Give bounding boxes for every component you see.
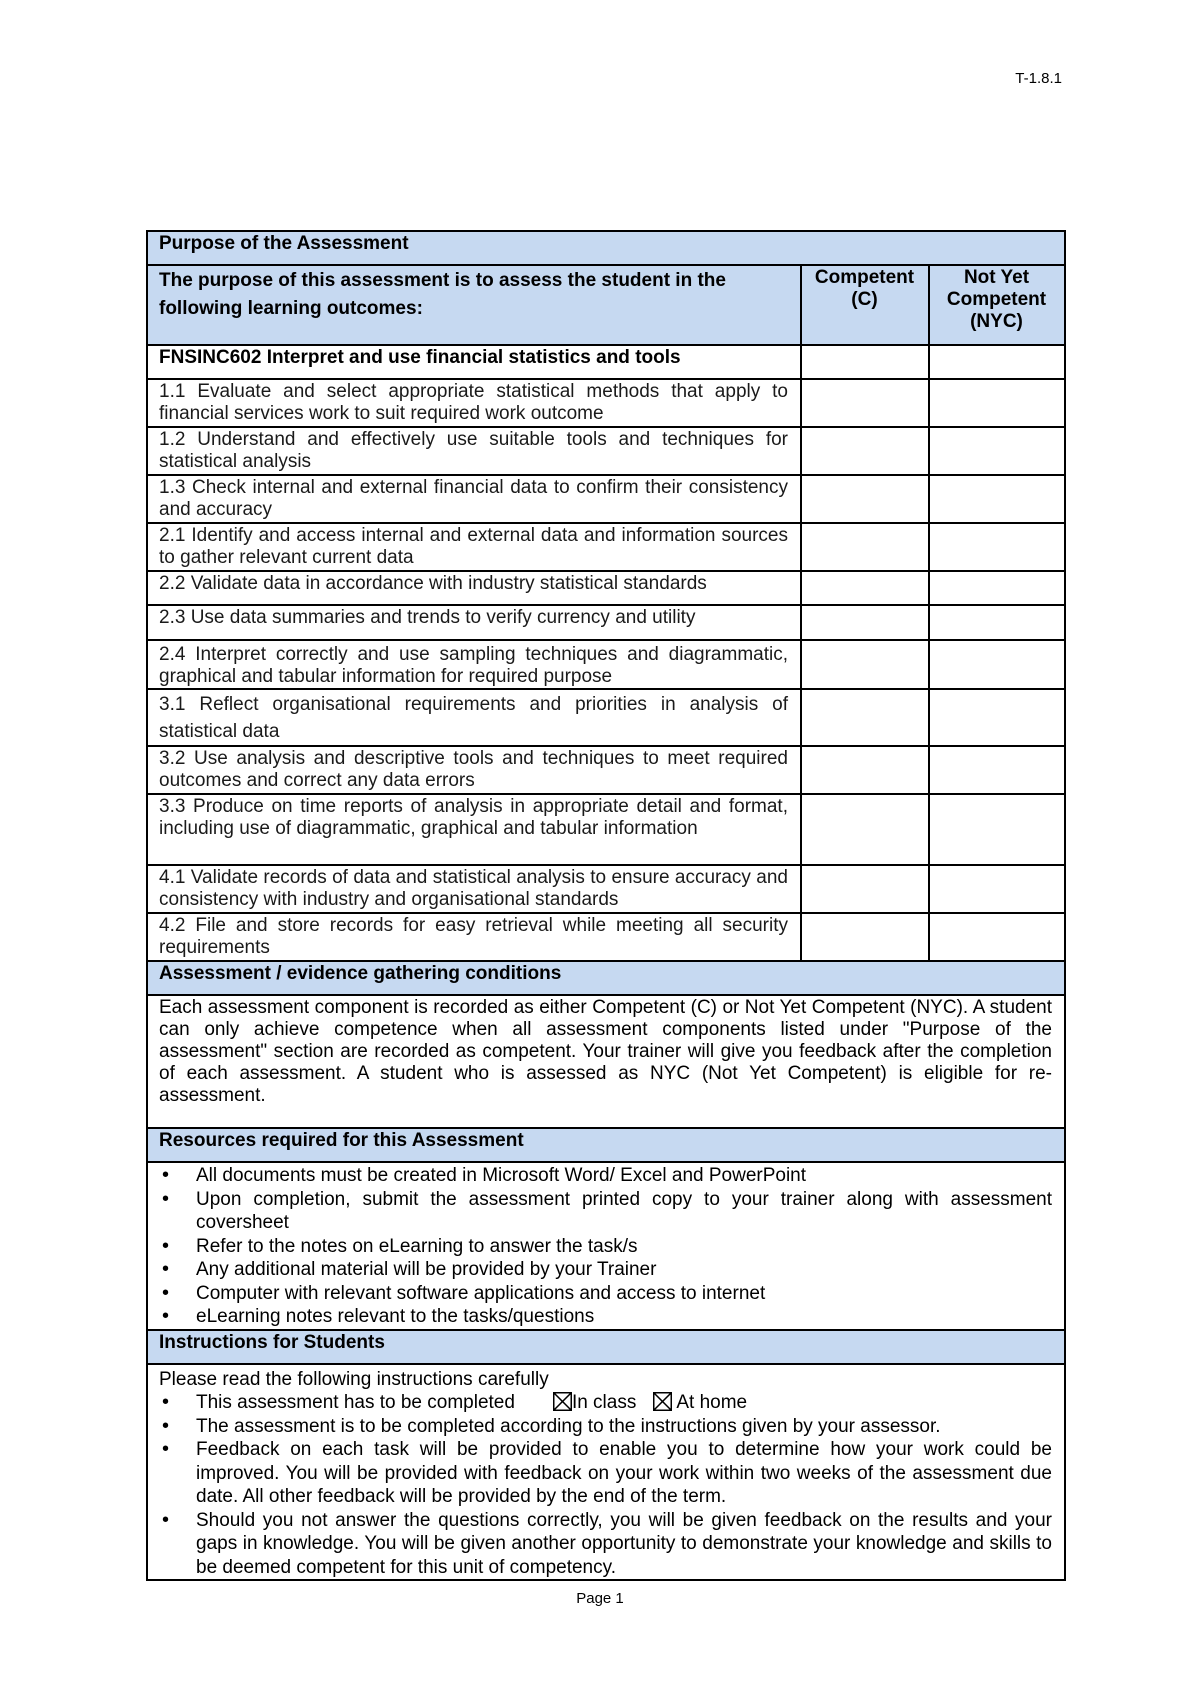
instructions-title: Instructions for Students — [147, 1330, 1065, 1364]
nyc-checkbox-cell[interactable] — [929, 379, 1065, 427]
resource-item: • Computer with relevant software applications and access to internet — [196, 1282, 1052, 1306]
competent-checkbox-cell[interactable] — [801, 379, 929, 427]
nyc-column-header: Not Yet Competent (NYC) — [929, 265, 1065, 345]
nyc-checkbox-cell[interactable] — [929, 913, 1065, 961]
nyc-checkbox-cell[interactable] — [929, 523, 1065, 571]
at-home-label: At home — [676, 1392, 748, 1413]
competent-checkbox-cell[interactable] — [801, 345, 929, 379]
in-class-label: In class — [571, 1392, 637, 1413]
checked-box-icon — [653, 1392, 672, 1411]
outcome-row: 3.2 Use analysis and descriptive tools and techniques to meet required outcomes and correct any data errors — [147, 746, 801, 794]
nyc-checkbox-cell[interactable] — [929, 794, 1065, 865]
nyc-checkbox-cell[interactable] — [929, 475, 1065, 523]
outcome-row: 3.1 Reflect organisational requirements and priorities in analysis of statistical data — [147, 689, 801, 746]
outcome-row: 4.1 Validate records of data and statistical analysis to ensure accuracy and consistency with industry and organisational standards — [147, 865, 801, 913]
competent-checkbox-cell[interactable] — [801, 913, 929, 961]
competent-checkbox-cell[interactable] — [801, 427, 929, 475]
document-code: T-1.8.1 — [1015, 70, 1062, 87]
nyc-checkbox-cell[interactable] — [929, 571, 1065, 605]
resource-item: • All documents must be created in Microsoft Word/ Excel and PowerPoint — [196, 1164, 1052, 1188]
resources-list-cell — [147, 1162, 1065, 1330]
outcome-row: 1.2 Understand and effectively use suitable tools and techniques for statistical analysis — [147, 427, 801, 475]
competent-column-header: Competent (C) — [801, 265, 929, 345]
outcome-row: 2.3 Use data summaries and trends to verify currency and utility — [147, 605, 801, 640]
outcome-row: 2.2 Validate data in accordance with industry statistical standards — [147, 571, 801, 605]
completion-location-item — [196, 1391, 1052, 1415]
competent-checkbox-cell[interactable] — [801, 523, 929, 571]
outcome-row: 1.1 Evaluate and select appropriate statistical methods that apply to financial services work to suit required work outcome — [147, 379, 801, 427]
instructions-intro: Please read the following instructions carefully — [159, 1368, 549, 1390]
nyc-checkbox-cell[interactable] — [929, 865, 1065, 913]
outcome-row: 2.1 Identify and access internal and external data and information sources to gather relevant current data — [147, 523, 801, 571]
competent-checkbox-cell[interactable] — [801, 865, 929, 913]
at-home-checkbox[interactable] — [653, 1392, 672, 1411]
competent-checkbox-cell[interactable] — [801, 794, 929, 865]
conditions-title: Assessment / evidence gathering conditions — [147, 961, 1065, 995]
instructions-cell — [147, 1364, 1065, 1581]
assessment-table — [146, 230, 1066, 1581]
competent-checkbox-cell[interactable] — [801, 605, 929, 640]
nyc-checkbox-cell[interactable] — [929, 640, 1065, 689]
competent-checkbox-cell[interactable] — [801, 571, 929, 605]
resource-item: • Refer to the notes on eLearning to answer the task/s — [196, 1235, 1052, 1259]
instruction-item: • The assessment is to be completed according to the instructions given by your assessor. — [196, 1415, 1052, 1439]
nyc-checkbox-cell[interactable] — [929, 746, 1065, 794]
competent-checkbox-cell[interactable] — [801, 746, 929, 794]
unit-title: FNSINC602 Interpret and use financial statistics and tools — [147, 345, 801, 379]
in-class-checkbox[interactable] — [553, 1392, 572, 1411]
checked-box-icon — [553, 1392, 572, 1411]
outcome-row: 4.2 File and store records for easy retrieval while meeting all security requirements — [147, 913, 801, 961]
conditions-text: Each assessment component is recorded as either Competent (C) or Not Yet Competent (NYC). A student can only achieve competence when all assessment components listed under "Purpose of the assessment" section are recorded as competent. Your trainer will give you feedback after the completion of each assessment. A student who is assessed as NYC (Not Yet Competent) is eligible for re-assessment. — [147, 995, 1065, 1128]
resources-title: Resources required for this Assessment — [147, 1128, 1065, 1162]
nyc-checkbox-cell[interactable] — [929, 689, 1065, 746]
nyc-checkbox-cell[interactable] — [929, 605, 1065, 640]
page-number: Page 1 — [576, 1590, 624, 1607]
resource-item: • Any additional material will be provided by your Trainer — [196, 1258, 1052, 1282]
resource-item: • Upon completion, submit the assessment printed copy to your trainer along with assessment coversheet — [196, 1188, 1052, 1235]
resource-item: • eLearning notes relevant to the tasks/questions — [196, 1305, 1052, 1329]
outcome-row: 2.4 Interpret correctly and use sampling techniques and diagrammatic, graphical and tabular information for required purpose — [147, 640, 801, 689]
resources-list — [159, 1164, 1052, 1329]
purpose-title: Purpose of the Assessment — [147, 231, 1065, 265]
competent-checkbox-cell[interactable] — [801, 689, 929, 746]
outcome-row: 1.3 Check internal and external financial data to confirm their consistency and accuracy — [147, 475, 801, 523]
competent-checkbox-cell[interactable] — [801, 640, 929, 689]
instruction-item: • Should you not answer the questions correctly, you will be given feedback on the results and your gaps in knowledge. You will be given another opportunity to demonstrate your knowledge and skills to be deemed competent for this unit of competency. — [196, 1509, 1052, 1580]
outcome-row: 3.3 Produce on time reports of analysis in appropriate detail and format, including use of diagrammatic, graphical and tabular information — [147, 794, 801, 865]
nyc-checkbox-cell[interactable] — [929, 345, 1065, 379]
instruction-item: • Feedback on each task will be provided to enable you to determine how your work could be improved. You will be provided with feedback on your work within two weeks of the assessment due date. All other feedback will be provided by the end of the term. — [196, 1438, 1052, 1509]
instructions-list — [159, 1391, 1052, 1579]
completion-label: This assessment has to be completed — [196, 1392, 515, 1413]
competent-checkbox-cell[interactable] — [801, 475, 929, 523]
purpose-intro: The purpose of this assessment is to assess the student in the following learning outcomes: — [147, 265, 801, 345]
nyc-checkbox-cell[interactable] — [929, 427, 1065, 475]
